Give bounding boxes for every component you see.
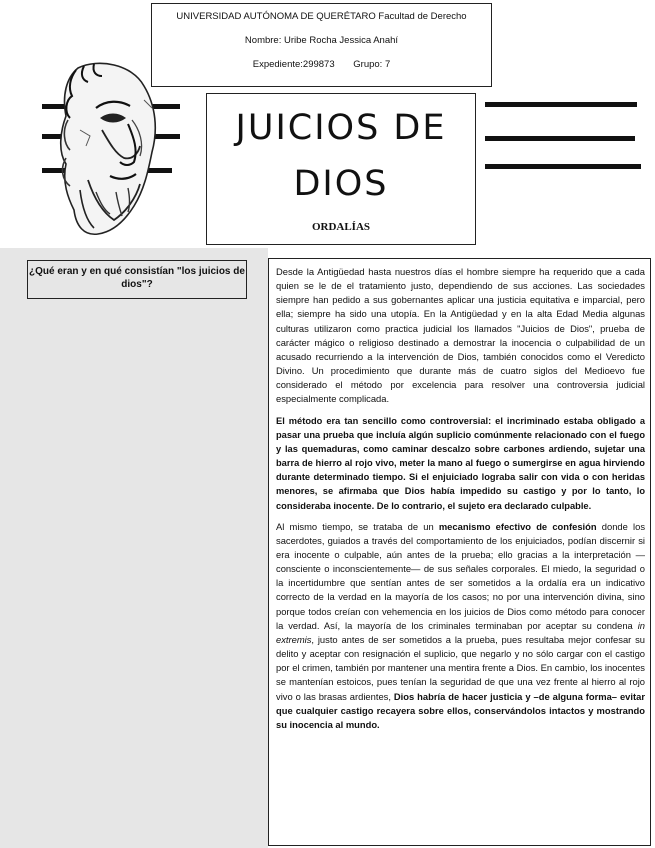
sculpture-face-illustration — [40, 60, 180, 240]
paragraph-confession — [276, 520, 645, 732]
title-line-1: JUICIOS DE — [235, 108, 447, 148]
group-number: Grupo: 7 — [353, 59, 391, 70]
record-line — [152, 59, 491, 70]
article-body — [268, 258, 651, 846]
p3-text-b: donde los sacerdotes, guiados a través del comportamiento de los enjuiciados, podían discernir si era inocente o culpable, aún antes de la prueba; ello gracias a la interpretación —consciente o inconscientemente— de sus señales corporales. El miedo, la seguridad o la incertidumbre que sentían antes de ser sometidos a la ordalía era un indicativo correcto de la verdad en la mayoría de los casos; no por una intervención divina, sino porque todos creían con vehemencia en los juicios de Dios como método para conocer la verdad. Así, la mayoría de los criminales terminaban por aceptar su condena — [276, 520, 646, 631]
question-box: ¿Qué eran y en qué consistían "los juicios de dios"? — [27, 260, 247, 299]
p3-bold-b: Dios habría de hacer justicia y –de alguna forma– evitar que cualquier castigo recayera sobre ellos, conservándolos intactos y mostrando su inocencia al mundo. — [276, 690, 645, 730]
title-box — [206, 93, 476, 245]
p3-text-a: Al mismo tiempo, se trataba de un — [276, 520, 439, 532]
student-name: Nombre: Uribe Rocha Jessica Anahí — [244, 35, 399, 46]
student-header-box — [151, 3, 492, 87]
university-line: UNIVERSIDAD AUTÓNOMA DE QUERÉTARO Facultad de Derecho — [176, 11, 467, 22]
left-grey-column — [0, 248, 268, 848]
paragraph-method: El método era tan sencillo como controversial: el incriminado estaba obligado a pasar una prueba que incluía algún suplicio comúnmente relacionado con el fuego y las quemaduras, como caminar descalzo sobre carbones ardiendo, sujetar una barra de hierro al rojo vivo, meter la mano al fuego o sumergirse en agua hirviendo durante determinado tiempo. Si el enjuiciado lograba salir con vida o con heridas menores, se afirmaba que Dios había impedido su castigo y por lo tanto, lo consideraba inocente. De lo contrario, el sujeto era declarado culpable. — [276, 415, 645, 511]
p3-text-c: , justo antes de ser sometidos a la prueba, pues resultaba mejor confesar su delito y aceptar con resignación el suplicio, que negarlo y no sólo cargar con el castigo por el crimen, también por mantener una mentira frente a Dios. En cambio, los inocentes se mantenían estoicos, pues tenían la seguridad de que una vez frente al hierro al rojo vivo o las brasas ardientes, — [276, 633, 645, 702]
title-subtitle: ORDALÍAS — [311, 221, 371, 233]
p3-bold-a: mecanismo efectivo de confesión — [438, 520, 597, 532]
title-line-2: DIOS — [293, 164, 389, 204]
paragraph-intro: Desde la Antigüedad hasta nuestros días el hombre siempre ha requerido que a cada quien se le de el tratamiento justo, dependiendo de sus acciones. Las sociedades siempre han pedido a sus gobernantes aplicar una justicia equitativa e imparcial, pero ella; siempre ha sido una utopía. En la Antigüedad y en la alta Edad Media algunas culturas utilizaron como practica judicial los llamados "Juicios de Dios", prueba de carácter mágico o religioso destinado a demostrar la inocencia o culpabilidad de un acusado recurriendo a la intervención de Dios, también conocidos como el Veredicto Divino. Un procedimiento que durante más de cuatro siglos del Medioevo fue considerado el método por excelencia para resolver una controversia judicial especialmente complicada. — [276, 266, 645, 405]
p3-latin: in extremis — [276, 619, 645, 645]
expediente-number: Expediente:299873 — [252, 59, 335, 70]
decorative-horizontal-bars — [485, 100, 645, 175]
